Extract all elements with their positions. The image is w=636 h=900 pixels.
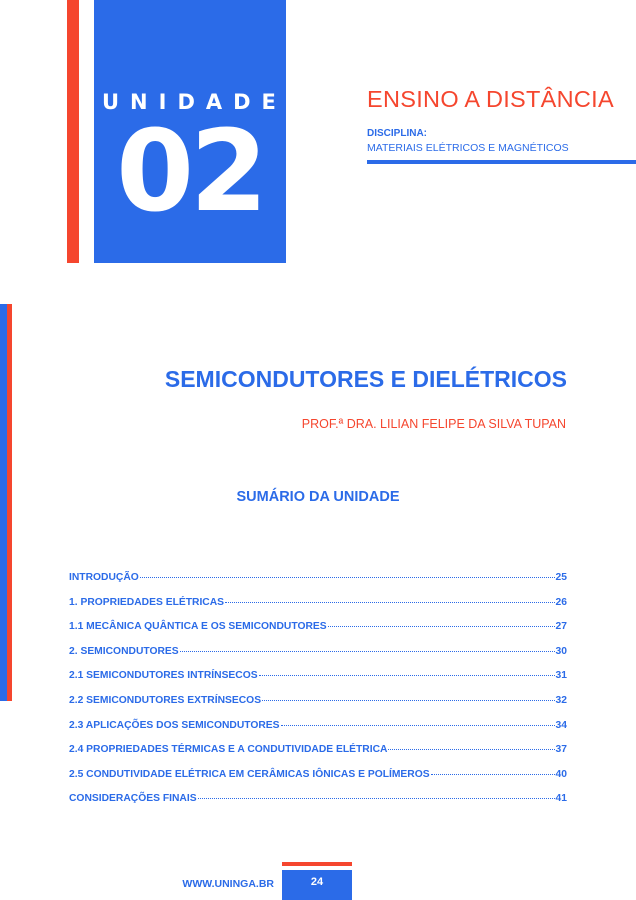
website-link[interactable]: WWW.UNINGA.BR bbox=[182, 878, 274, 890]
toc-entry[interactable] bbox=[69, 720, 567, 745]
toc-entry-title: 2.4 PROPRIEDADES TÉRMICAS E A CONDUTIVIDADE ELÉTRICA bbox=[69, 744, 388, 756]
toc-entry-title: CONSIDERAÇÕES FINAIS bbox=[69, 793, 197, 805]
toc-entry-title: 1. PROPRIEDADES ELÉTRICAS bbox=[69, 596, 225, 608]
footer-red-bar bbox=[282, 862, 352, 866]
table-of-contents bbox=[69, 572, 567, 818]
toc-entry-page: 34 bbox=[555, 719, 567, 731]
page-number: 24 bbox=[310, 876, 324, 888]
discipline-label: DISCIPLINA: bbox=[367, 128, 427, 139]
toc-entry-page: 37 bbox=[555, 744, 567, 756]
toc-entry[interactable] bbox=[69, 744, 567, 769]
toc-entry-page: 31 bbox=[555, 670, 567, 682]
toc-entry[interactable] bbox=[69, 621, 567, 646]
toc-leader-dots bbox=[281, 725, 555, 726]
toc-leader-dots bbox=[140, 577, 555, 578]
toc-leader-dots bbox=[259, 675, 555, 676]
toc-leader-dots bbox=[262, 700, 554, 701]
program-title: ENSINO A DISTÂNCIA bbox=[367, 86, 614, 112]
toc-entry-page: 40 bbox=[555, 768, 567, 780]
header-red-bar bbox=[67, 0, 79, 263]
author-name: PROF.ª DRA. LILIAN FELIPE DA SILVA TUPAN bbox=[301, 417, 566, 431]
toc-leader-dots bbox=[198, 798, 555, 799]
toc-entry-title: 2.5 CONDUTIVIDADE ELÉTRICA EM CERÂMICAS IÔNICAS E POLÍMEROS bbox=[69, 768, 430, 780]
toc-entry-page: 25 bbox=[555, 572, 567, 583]
toc-entry-page: 26 bbox=[555, 596, 567, 608]
toc-entry[interactable] bbox=[69, 769, 567, 794]
toc-entry[interactable] bbox=[69, 793, 567, 818]
toc-entry[interactable] bbox=[69, 695, 567, 720]
toc-entry-title: 2.1 SEMICONDUTORES INTRÍNSECOS bbox=[69, 670, 258, 682]
toc-entry-title: 2.2 SEMICONDUTORES EXTRÍNSECOS bbox=[69, 694, 262, 706]
toc-entry-title: 2. SEMICONDUTORES bbox=[69, 645, 179, 657]
toc-entry[interactable] bbox=[69, 597, 567, 622]
toc-leader-dots bbox=[328, 626, 555, 627]
unit-label: UNIDADE bbox=[102, 90, 287, 114]
toc-entry[interactable] bbox=[69, 670, 567, 695]
toc-leader-dots bbox=[225, 602, 554, 603]
unit-number: 02 bbox=[116, 107, 264, 237]
unit-title: SEMICONDUTORES E DIELÉTRICOS bbox=[164, 366, 567, 392]
toc-entry-page: 27 bbox=[555, 621, 567, 633]
toc-leader-dots bbox=[388, 749, 554, 750]
header-divider bbox=[367, 160, 636, 164]
toc-entry[interactable] bbox=[69, 646, 567, 671]
toc-entry[interactable] bbox=[69, 572, 567, 597]
toc-entry-title: 2.3 APLICAÇÕES DOS SEMICONDUTORES bbox=[69, 719, 280, 731]
toc-leader-dots bbox=[180, 651, 555, 652]
discipline-name: MATERIAIS ELÉTRICOS E MAGNÉTICOS bbox=[367, 142, 569, 154]
toc-entry-page: 30 bbox=[555, 645, 567, 657]
toc-entry-title: 1.1 MECÂNICA QUÂNTICA E OS SEMICONDUTORES bbox=[69, 621, 327, 633]
summary-heading: SUMÁRIO DA UNIDADE bbox=[236, 489, 400, 505]
toc-entry-page: 41 bbox=[555, 793, 567, 805]
unit-badge bbox=[94, 0, 286, 263]
toc-entry-page: 32 bbox=[555, 694, 567, 706]
toc-entry-title: INTRODUÇÃO bbox=[69, 572, 139, 583]
toc-leader-dots bbox=[431, 774, 555, 775]
